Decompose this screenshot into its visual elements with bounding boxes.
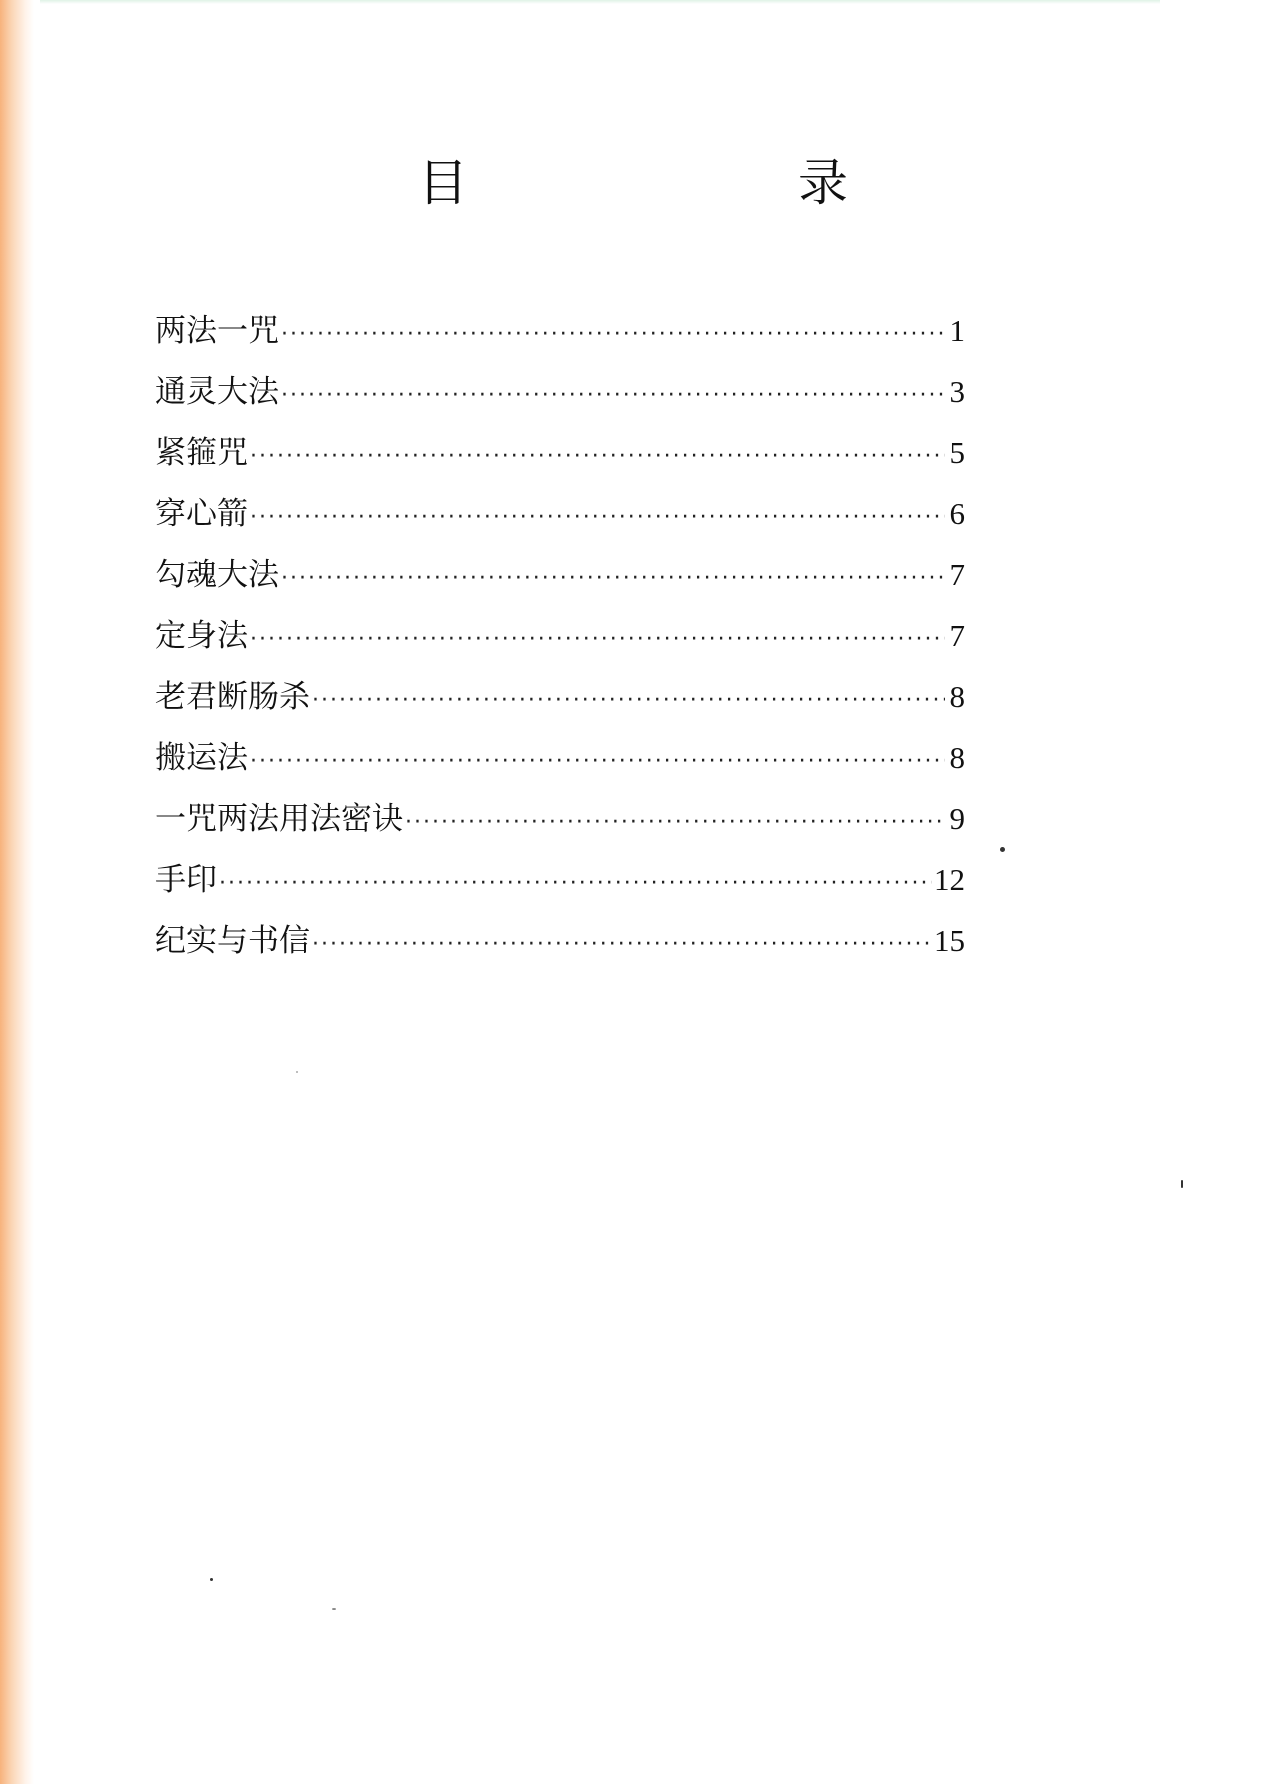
toc-entry-title: 定身法 [155, 618, 248, 654]
toc-entry-title: 紧箍咒 [155, 435, 248, 471]
toc-page-number: 12 [934, 862, 965, 897]
toc-page-number: 3 [949, 374, 965, 409]
toc-entry-title: 纪实与书信 [155, 923, 310, 959]
table-of-contents [155, 300, 965, 971]
toc-entry [155, 849, 965, 910]
toc-leader-dots [405, 792, 945, 853]
toc-page-number: 7 [949, 618, 965, 653]
toc-entry-title: 搬运法 [155, 740, 248, 776]
toc-leader-dots [250, 487, 945, 548]
scan-speck [332, 1608, 336, 1610]
toc-entry [155, 483, 965, 544]
toc-leader-dots [312, 670, 945, 731]
scan-speck [1000, 847, 1005, 852]
scan-edge-top [40, 0, 1160, 4]
toc-leader-dots [219, 853, 932, 914]
toc-entry-title: 勾魂大法 [155, 557, 279, 593]
toc-entry [155, 727, 965, 788]
scan-edge [0, 0, 34, 1784]
toc-page-number: 7 [949, 557, 965, 592]
toc-entry-title: 穿心箭 [155, 496, 248, 532]
toc-entry [155, 300, 965, 361]
toc-page-number: 1 [949, 313, 965, 348]
toc-page-number: 5 [949, 435, 965, 470]
scan-speck [210, 1578, 213, 1581]
toc-page-number: 8 [949, 679, 965, 714]
toc-entry [155, 666, 965, 727]
toc-page-number: 15 [934, 923, 965, 958]
toc-entry-title: 手印 [155, 862, 217, 898]
toc-page-number: 9 [949, 801, 965, 836]
toc-leader-dots [312, 914, 932, 975]
toc-entry [155, 361, 965, 422]
toc-entry [155, 605, 965, 666]
toc-entry [155, 910, 965, 971]
toc-entry-title: 老君断肠杀 [155, 679, 310, 715]
toc-leader-dots [281, 304, 945, 365]
toc-entry-title: 一咒两法用法密诀 [155, 801, 403, 837]
scan-speck [296, 1071, 298, 1073]
toc-entry-title: 通灵大法 [155, 374, 279, 410]
toc-entry [155, 544, 965, 605]
scan-speck [1181, 1180, 1183, 1188]
toc-page-number: 8 [949, 740, 965, 775]
toc-leader-dots [250, 426, 945, 487]
toc-page-number: 6 [949, 496, 965, 531]
toc-leader-dots [250, 609, 945, 670]
toc-entry-title: 两法一咒 [155, 313, 279, 349]
toc-leader-dots [281, 365, 945, 426]
page-title: 目 录 [418, 154, 988, 212]
toc-entry [155, 422, 965, 483]
toc-entry [155, 788, 965, 849]
toc-leader-dots [250, 731, 945, 792]
toc-leader-dots [281, 548, 945, 609]
